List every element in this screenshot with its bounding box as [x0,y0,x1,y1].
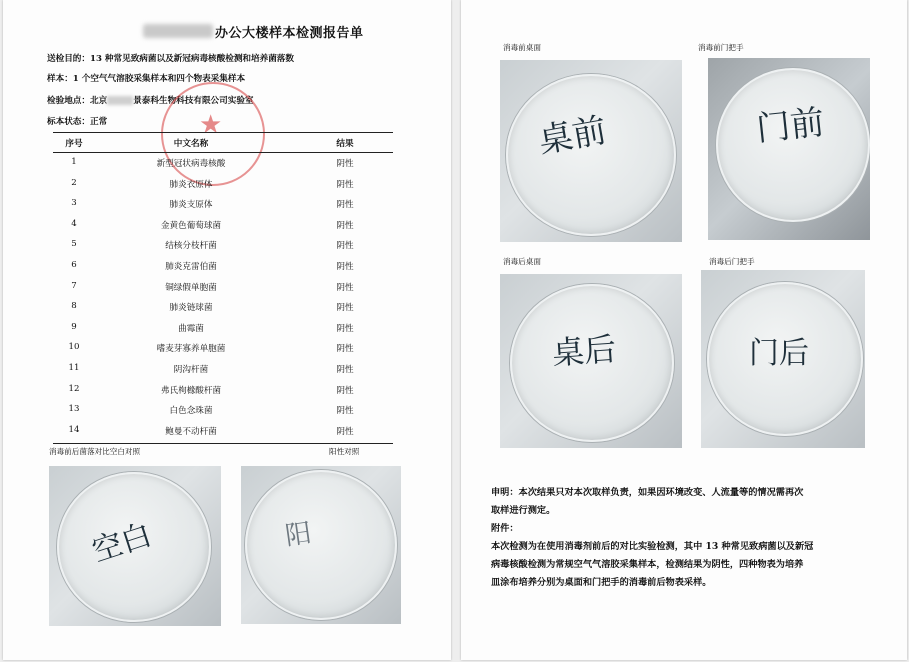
table-cell-name: 白色念珠菌 [169,406,213,416]
location-label: 检验地点： [47,96,90,106]
table-cell-result: 阴性 [336,283,354,293]
photo-caption-blank: 消毒前后菌落对比空白对照 [49,447,141,456]
table-cell-no: 13 [68,404,80,414]
appendix-line-2: 病毒核酸检测为常规空气气溶胶采集样本，检测结果为阴性，四种物表为培养 [491,559,804,570]
table-cell-result: 阴性 [336,180,354,190]
table-cell-result: 阴性 [336,221,354,231]
table-cell-name: 弗氏枸橼酸杆菌 [160,386,222,396]
purpose-label: 送检目的： [47,54,90,64]
sample-value: 1 个空气气溶胶采集样本和四个物表采集样本 [72,74,246,84]
report-title: 办公大楼样本检测报告单 [215,26,364,41]
purpose-line [47,52,294,64]
report-page-left [3,0,451,660]
table-cell-result: 阴性 [336,159,354,169]
status-label: 标本状态： [47,117,90,127]
table-cell-no: 7 [71,281,77,291]
seal-star-icon: ★ [199,110,223,140]
statement-line-1: 申明：本次结果只对本次取样负责，如果因环境改变、人流量等的情况需再次 [491,487,804,498]
table-cell-result: 阴性 [336,200,354,210]
photo-handle-after [701,270,865,448]
table-cell-name: 肺炎链球菌 [169,303,213,313]
photo-positive-control [241,466,401,624]
table-cell-result: 阴性 [336,427,354,437]
table-header-no: 序号 [65,139,83,149]
table-cell-result: 阴性 [336,324,354,334]
photo-caption-handle-after: 消毒后门把手 [709,257,755,266]
table-cell-result: 阴性 [336,386,354,396]
table-cell-no: 5 [71,239,77,249]
photo-desk-after [500,274,682,448]
status-line [47,115,107,127]
table-header-result: 结果 [336,139,354,149]
location-prefix: 北京 [89,96,108,106]
table-cell-result: 阴性 [336,262,354,272]
photo-caption-desk-before: 消毒前桌面 [503,43,541,52]
petri-dish [506,74,676,236]
redacted-location [107,96,133,105]
photo-caption-positive: 阳性对照 [329,447,360,456]
table-cell-result: 阴性 [336,241,354,251]
photo-desk-before [500,60,682,242]
table-cell-no: 9 [71,322,77,332]
appendix-line-3: 皿涂布培养分别为桌面和门把手的消毒前后物表采样。 [491,577,712,588]
table-cell-name: 金黄色葡萄球菌 [160,221,222,231]
table-top-rule [53,132,393,133]
table-cell-result: 阴性 [336,406,354,416]
table-cell-name: 肺炎支原体 [169,200,213,210]
appendix-label: 附件： [491,523,519,534]
report-page-right [461,0,907,660]
table-cell-name: 新型冠状病毒核酸 [156,159,226,169]
table-cell-no: 6 [71,260,77,270]
location-suffix: 景泰科生物科技有限公司实验室 [133,96,254,106]
dish-label-desk-after: 桌后 [550,329,618,373]
dish-label-positive: 阳 [283,518,314,552]
table-bottom-rule [53,443,393,444]
table-cell-no: 11 [68,363,80,373]
table-cell-name: 肺炎克雷伯菌 [165,262,217,272]
petri-dish [245,470,397,620]
photo-caption-handle-before: 消毒前门把手 [698,43,744,52]
table-cell-no: 3 [71,198,77,208]
table-cell-name: 嗜麦芽寡养单胞菌 [156,344,226,354]
photo-caption-desk-after: 消毒后桌面 [503,257,541,266]
dish-label-handle-before: 门前 [754,102,827,150]
table-cell-name: 阴沟杆菌 [173,365,209,375]
table-header-name: 中文名称 [173,139,209,149]
table-header-rule [53,152,393,153]
table-cell-no: 14 [68,425,80,435]
purpose-value: 13 种常见致病菌以及新冠病毒核酸检测和培养菌落数 [89,54,294,64]
table-cell-no: 12 [68,384,80,394]
photo-handle-before [708,58,870,240]
table-cell-no: 4 [71,219,77,229]
table-cell-name: 肺炎衣原体 [169,180,213,190]
table-cell-no: 1 [71,157,77,167]
table-cell-result: 阴性 [336,303,354,313]
sample-label: 样本： [47,74,73,84]
table-cell-result: 阴性 [336,365,354,375]
table-cell-name: 曲霉菌 [178,324,204,334]
table-cell-name: 鲍曼不动杆菌 [165,427,217,437]
table-cell-no: 2 [71,178,77,188]
table-cell-no: 8 [71,301,77,311]
dish-label-blank: 空白 [88,517,157,570]
table-cell-result: 阴性 [336,344,354,354]
redacted-company-name [143,24,213,38]
dish-label-desk-before: 桌前 [535,110,610,162]
photo-blank-control [49,466,221,626]
dish-label-handle-after: 门后 [749,336,809,371]
table-cell-no: 10 [68,342,80,352]
status-value: 正常 [89,117,108,127]
statement-line-2: 取样进行测定。 [491,505,556,516]
table-cell-name: 铜绿假单胞菌 [165,283,217,293]
appendix-line-1: 本次检测为在使用消毒剂前后的对比实验检测，其中 13 种常见致病菌以及新冠 [491,541,814,552]
statement-block [491,484,887,592]
table-cell-name: 结核分枝杆菌 [165,241,217,251]
